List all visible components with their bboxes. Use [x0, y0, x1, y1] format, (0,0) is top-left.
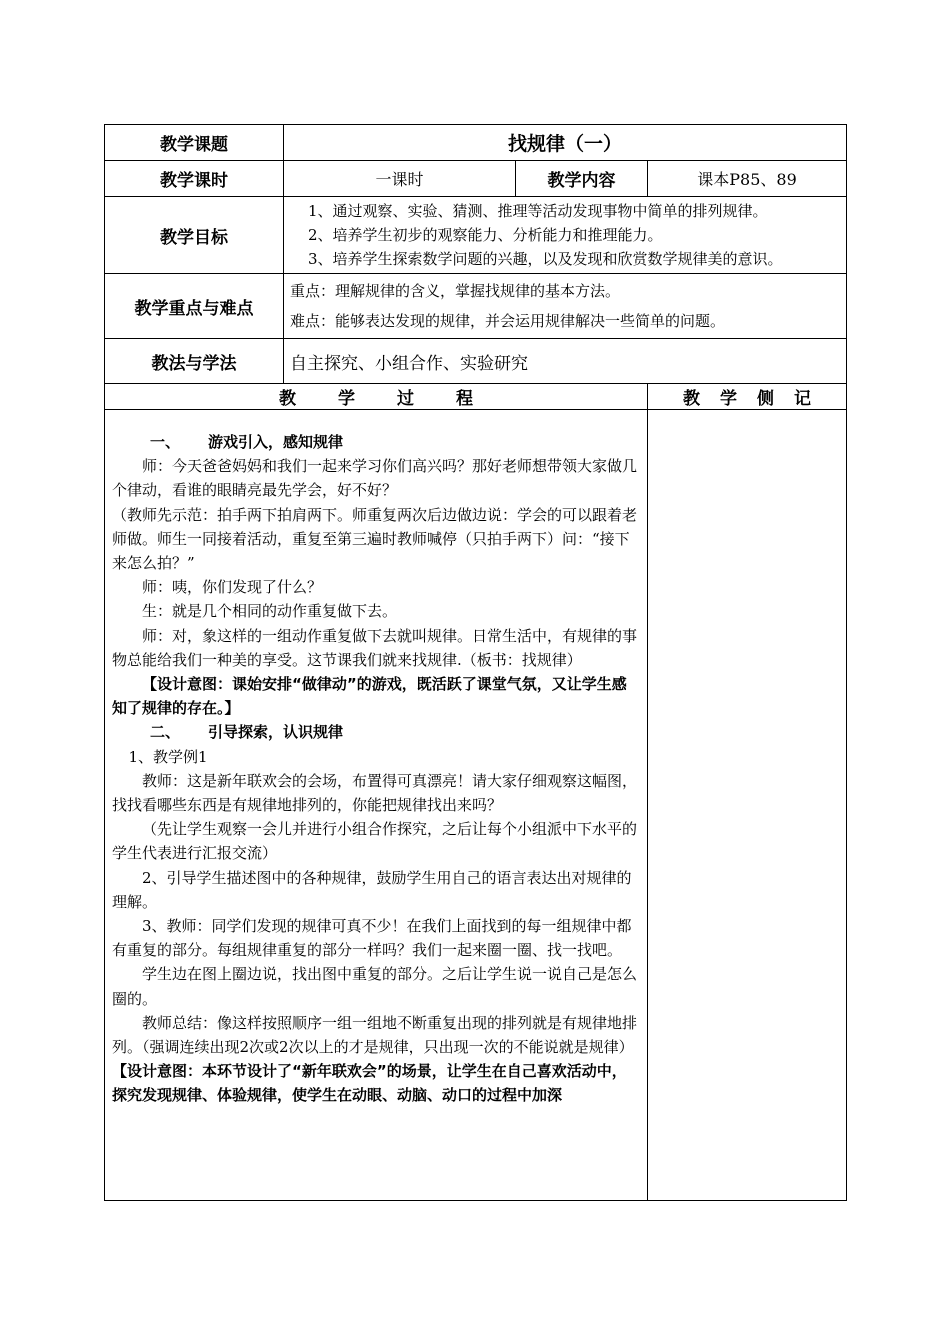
- keypoints-cell: [284, 274, 847, 339]
- paragraph: 教师：这是新年联欢会的会场，布置得可真漂亮！请大家仔细观察这幅图，找找看哪些东西是有规律地排列的，你能把规律找出来吗？: [112, 771, 638, 815]
- notes-header-char: 教: [683, 389, 701, 409]
- content-value: 课本P85、89: [648, 161, 847, 197]
- notes-header-char: 记: [794, 389, 812, 409]
- process-header-char: 过: [397, 389, 414, 409]
- paragraph: 3、教师：同学们发现的规律可真不少！在我们上面找到的每一组规律中都有重复的部分。每组规律重复的部分一样吗？我们一起来圈一圈、找一找吧。: [112, 917, 632, 960]
- process-header-char: 教: [279, 389, 296, 409]
- content-label: 教学内容: [516, 161, 648, 197]
- process-content: [105, 410, 648, 1201]
- paragraph: 师：咦，你们发现了什么？: [142, 578, 323, 597]
- notes-header: [648, 384, 847, 410]
- design-intent: 【设计意图：课始安排“做律动”的游戏，既活跃了课堂气氛，又让学生感知了规律的存在。】: [112, 675, 627, 718]
- notes-column: [648, 410, 847, 1201]
- difficult-point: 难点：能够表达发现的规律，并会运用规律解决一些简单的问题。: [290, 312, 726, 330]
- topic-value: 找规律（一）: [284, 125, 847, 161]
- paragraph: （教师先示范：拍手两下拍肩两下。师重复两次后边做边说：学会的可以跟着老师做。师生一同接着活动，重复至第三遍时教师喊停（只拍手两下）问：“接下来怎么拍？”: [112, 505, 638, 573]
- lesson-plan-table: [104, 124, 847, 1201]
- paragraph: 学生边在图上圈边说，找出图中重复的部分。之后让学生说一说自己是怎么圈的。: [112, 965, 638, 1008]
- process-header: [105, 384, 648, 410]
- process-header-char: 学: [338, 389, 355, 409]
- section-heading: 一、 游戏引入，感知规律: [150, 433, 344, 451]
- hours-value: 一课时: [284, 161, 516, 197]
- paragraph: 1、教学例1: [128, 747, 208, 766]
- lesson-plan-page: [104, 124, 846, 1201]
- process-header-char: 程: [456, 389, 473, 409]
- paragraph: 师：对，象这样的一组动作重复做下去就叫规律。日常生活中，有规律的事物总能给我们一种美的享受。这节课我们就来找规律.（板书：找规律）: [112, 626, 638, 669]
- hours-label: 教学课时: [105, 161, 284, 197]
- key-point: 重点：理解规律的含义，掌握找规律的基本方法。: [290, 282, 621, 300]
- paragraph: 生：就是几个相同的动作重复做下去。: [142, 602, 398, 621]
- goals-list: [284, 197, 847, 274]
- paragraph: 师：今天爸爸妈妈和我们一起来学习你们高兴吗？那好老师想带领大家做几个律动，看谁的眼睛亮最先学会，好不好？: [112, 457, 638, 500]
- goal-item: 1、通过观察、实验、猜测、推理等活动发现事物中简单的排列规律。: [308, 202, 768, 220]
- keypoints-label: 教学重点与难点: [105, 274, 284, 339]
- methods-label: 教法与学法: [105, 339, 284, 384]
- notes-header-char: 学: [720, 389, 738, 409]
- design-intent: 【设计意图：本环节设计了“新年联欢会”的场景，让学生在自己喜欢活动中，探究发现规律、体验规律，使学生在动眼、动脑、动口的过程中加深: [112, 1062, 627, 1105]
- section-heading: 二、 引导探索，认识规律: [150, 723, 344, 742]
- notes-header-char: 侧: [757, 389, 775, 409]
- paragraph: 2、引导学生描述图中的各种规律，鼓励学生用自己的语言表达出对规律的理解。: [112, 868, 632, 911]
- goal-item: 2、培养学生初步的观察能力、分析能力和推理能力。: [308, 226, 663, 244]
- paragraph: （先让学生观察一会儿并进行小组合作探究，之后让每个小组派中下水平的学生代表进行汇报交流）: [112, 820, 638, 863]
- goal-item: 3、培养学生探索数学问题的兴趣，以及发现和欣赏数学规律美的意识。: [308, 250, 783, 268]
- paragraph: 教师总结：像这样按照顺序一组一组地不断重复出现的排列就是有规律地排列。（强调连续出现2次或2次以上的才是规律，只出现一次的不能说就是规律）: [112, 1013, 638, 1057]
- goals-label: 教学目标: [105, 197, 284, 274]
- topic-label: 教学课题: [105, 125, 284, 161]
- methods-value: 自主探究、小组合作、实验研究: [284, 339, 847, 384]
